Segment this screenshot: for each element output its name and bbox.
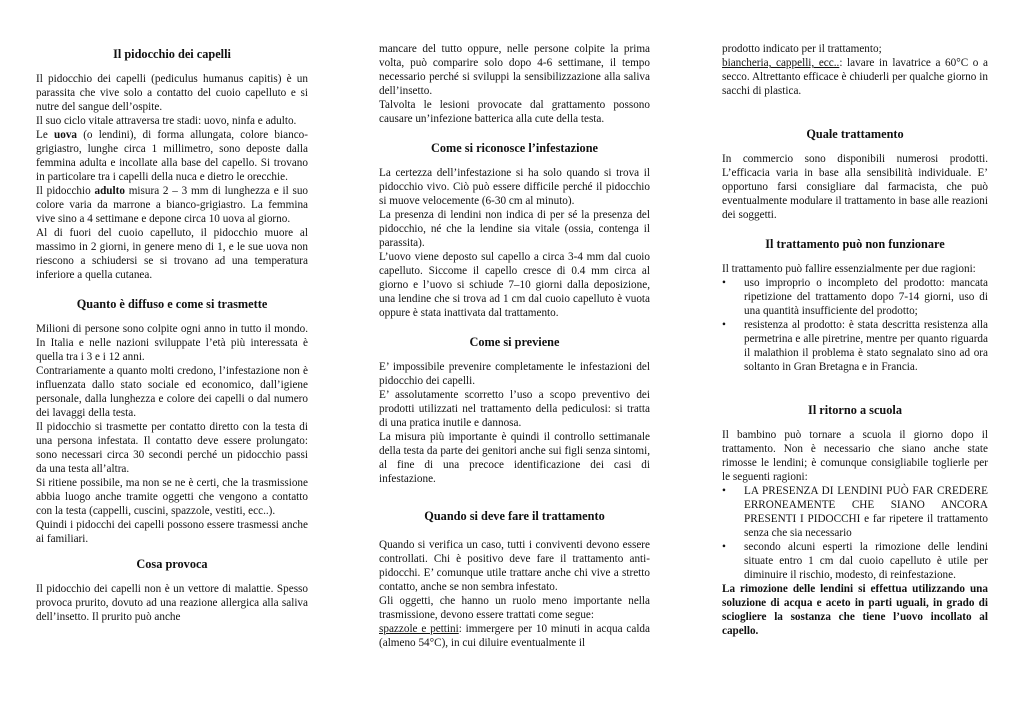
paragraph: Si ritiene possibile, ma non se ne è certi, che la trasmissione abbia luogo anche tramite oggetti che vengono a contatto con la testa (cappelli, cuscini, spazzole, vestiti, ecc..). xyxy=(36,477,308,517)
paragraph: Il bambino può tornare a scuola il giorno dopo il trattamento. Non è necessario che siano anche state rimosse le lendini; è comunque consigliabile toglierle per le seguenti ragioni: xyxy=(722,429,988,483)
paragraph: Il pidocchio dei capelli (pediculus humanus capitis) è un parassita che vive solo a contatto del cuoio capelluto e si nutre del sangue dell’ospite. xyxy=(36,73,308,113)
section-heading: Cosa provoca xyxy=(136,557,208,571)
list-item-text: LA PRESENZA DI LENDINI PUÒ FAR CREDERE ERRONEAMENTE CHE SIANO ANCORA PRESENTI I PIDOCCHI e far ripetere il trattamento senza che sia necessario xyxy=(744,485,988,539)
paragraph: E’ impossibile prevenire completamente le infestazioni del pidocchio dei capelli. xyxy=(379,361,650,387)
text: Le xyxy=(36,129,54,141)
column-right xyxy=(722,42,988,638)
paragraph: Quando si verifica un caso, tutti i conviventi devono essere controllati. Chi è positivo deve fare il trattamento anti-pidocchi. E’ comunque utile trattare anche chi vive a stretto contatto, anche se non sembra infestato. xyxy=(379,539,650,593)
underlined-text: spazzole e pettini xyxy=(379,623,459,635)
underlined-text: biancheria, cappelli, ecc.. xyxy=(722,57,840,69)
bullet: • xyxy=(722,485,726,497)
paragraph xyxy=(722,56,988,98)
column-middle xyxy=(379,42,650,650)
section-heading: Come si riconosce l’infestazione xyxy=(431,141,598,155)
paragraph xyxy=(36,184,308,226)
paragraph: L’uovo viene deposto sul capello a circa 3-4 mm dal cuoio capelluto. Siccome il capello cresce di 0.4 mm circa al giorno e l’uovo si schiude 7–10 giorni dalla deposizione, una lendine che si trova ad 1 cm dal cuoio capelluto è vuota oppure è stata inattivata dal trattamento. xyxy=(379,251,650,319)
text: (o lendini), di forma allungata, colore bianco-grigiastro, lunghe circa 1 millimetro, sono deposte dalla femmina adulta e incollate alla base del capello. Si trovano in particolare tra i capelli della nuca e dietro le orecchie. xyxy=(36,129,308,183)
paragraph: La presenza di lendini non indica di per sé la presenza del pidocchio, né che la lendine sia vitale (ossia, contenga il parassita). xyxy=(379,209,650,249)
paragraph: Milioni di persone sono colpite ogni anno in tutto il mondo. In Italia e nelle nazioni sviluppate l’età più interessata è quella tra i 3 e i 12 anni. xyxy=(36,323,308,363)
list-item-text: resistenza al prodotto: è stata descritta resistenza alla permetrina e alle piretrine, mentre per quanto riguarda il malathion il problema è stato segnalato sino ad ora soltanto in Gran Bretagna e in Francia. xyxy=(744,319,988,373)
conclusion-paragraph: La rimozione delle lendini si effettua utilizzando una soluzione di acqua e aceto in parti uguali, in grado di sciogliere la sostanza che tiene l’uovo incollato al capello. xyxy=(722,583,988,637)
paragraph: Talvolta le lesioni provocate dal grattamento possono causare un’infezione batterica alla cute della testa. xyxy=(379,99,650,125)
text: : immergere per 10 minuti in acqua calda (almeno 54°C), in cui diluire eventualmente il xyxy=(379,623,650,649)
text: Il pidocchio xyxy=(36,185,95,197)
bold-text: adulto xyxy=(94,185,125,197)
bullet: • xyxy=(722,319,726,331)
text: : lavare in lavatrice a 60°C o a secco. Altrettanto efficace è chiuderli per qualche giorno in sacchi di plastica. xyxy=(722,57,988,97)
bullet: • xyxy=(722,541,726,553)
bullet: • xyxy=(722,277,726,289)
paragraph: Al di fuori del cuoio capelluto, il pidocchio muore al massimo in 2 giorni, in genere meno di 1, e le sue uova non riescono a schiudersi se si trovano ad una temperatura inferiore a quella cutanea. xyxy=(36,227,308,281)
paragraph: In commercio sono disponibili numerosi prodotti. L’efficacia varia in base alla sensibilità individuale. E’ opportuno farsi consigliare dal farmacista, che può eventualmente modulare il trattamento in base alle reazioni dei soggetti. xyxy=(722,153,988,221)
list-item-text: secondo alcuni esperti la rimozione delle lendini situate entro 1 cm dal cuoio capelluto è utile per diminuire il rischio, modesto, di reinfestazione. xyxy=(744,541,988,581)
paragraph: Il pidocchio dei capelli non è un vettore di malattie. Spesso provoca prurito, dovuto ad una reazione allergica alla saliva dell’insetto. Il prurito può anche xyxy=(36,583,308,623)
section-heading: Come si previene xyxy=(469,335,560,349)
list-item xyxy=(722,540,988,582)
paragraph: Quindi i pidocchi dei capelli possono essere trasmessi anche ai familiari. xyxy=(36,519,308,545)
paragraph xyxy=(36,128,308,184)
text: misura 2 – 3 mm di lunghezza e il suo colore varia da marrone a bianco-grigiastro. La femmina vive sino a 4 settimane e depone circa 10 uova al giorno. xyxy=(36,185,309,225)
column-left xyxy=(36,36,308,624)
paragraph: La certezza dell’infestazione si ha solo quando si trova il pidocchio vivo. Ciò può essere difficile perché il pidocchio si muove velocemente (6-30 cm al minuto). xyxy=(379,167,650,207)
list-item xyxy=(722,318,988,374)
section-heading: Quale trattamento xyxy=(806,127,904,141)
paragraph: Contrariamente a quanto molti credono, l’infestazione non è influenzata dallo stato sociale ed economico, dall’igiene personale, dalla lunghezza e colore dei capelli o dal numero dei lavaggi della testa. xyxy=(36,365,308,419)
section-heading: Il trattamento può non funzionare xyxy=(765,237,945,251)
paragraph: Il trattamento può fallire essenzialmente per due ragioni: xyxy=(722,263,976,275)
section-heading: Quando si deve fare il trattamento xyxy=(424,509,605,523)
list-item-text: uso improprio o incompleto del prodotto: mancata ripetizione del trattamento dopo 7-14 giorni, uso di una quantità insufficiente del prodotto; xyxy=(744,277,988,317)
page-title: Il pidocchio dei capelli xyxy=(113,47,231,61)
section-heading: Quanto è diffuso e come si trasmette xyxy=(76,297,268,311)
list-item xyxy=(722,484,988,540)
paragraph: mancare del tutto oppure, nelle persone colpite la prima volta, può comparire solo dopo 4-6 settimane, il tempo necessario perché si sviluppi la sensibilizzazione alla saliva dell’insetto. xyxy=(379,43,650,97)
paragraph: Il pidocchio si trasmette per contatto diretto con la testa di una persona infestata. Il contatto deve essere prolungato: sono necessari circa 30 secondi perché un pidocchio passi da una testa all’altra. xyxy=(36,421,308,475)
paragraph: Gli oggetti, che hanno un ruolo meno importante nella trasmissione, devono essere trattati come segue: xyxy=(379,595,650,621)
section-heading: Il ritorno a scuola xyxy=(808,403,902,417)
list-item xyxy=(722,276,988,318)
paragraph: prodotto indicato per il trattamento; xyxy=(722,43,882,55)
paragraph: La misura più importante è quindi il controllo settimanale della testa da parte dei genitori anche sui figli senza sintomi, al fine di una precoce identificazione dei casi di infestazione. xyxy=(379,431,650,485)
paragraph xyxy=(379,622,650,650)
paragraph: Il suo ciclo vitale attraversa tre stadi: uovo, ninfa e adulto. xyxy=(36,115,297,127)
bold-text: uova xyxy=(54,129,78,141)
paragraph: E’ assolutamente scorretto l’uso a scopo preventivo dei prodotti utilizzati nel trattamento della pediculosi: si tratta di una pratica inutile e dannosa. xyxy=(379,389,650,429)
